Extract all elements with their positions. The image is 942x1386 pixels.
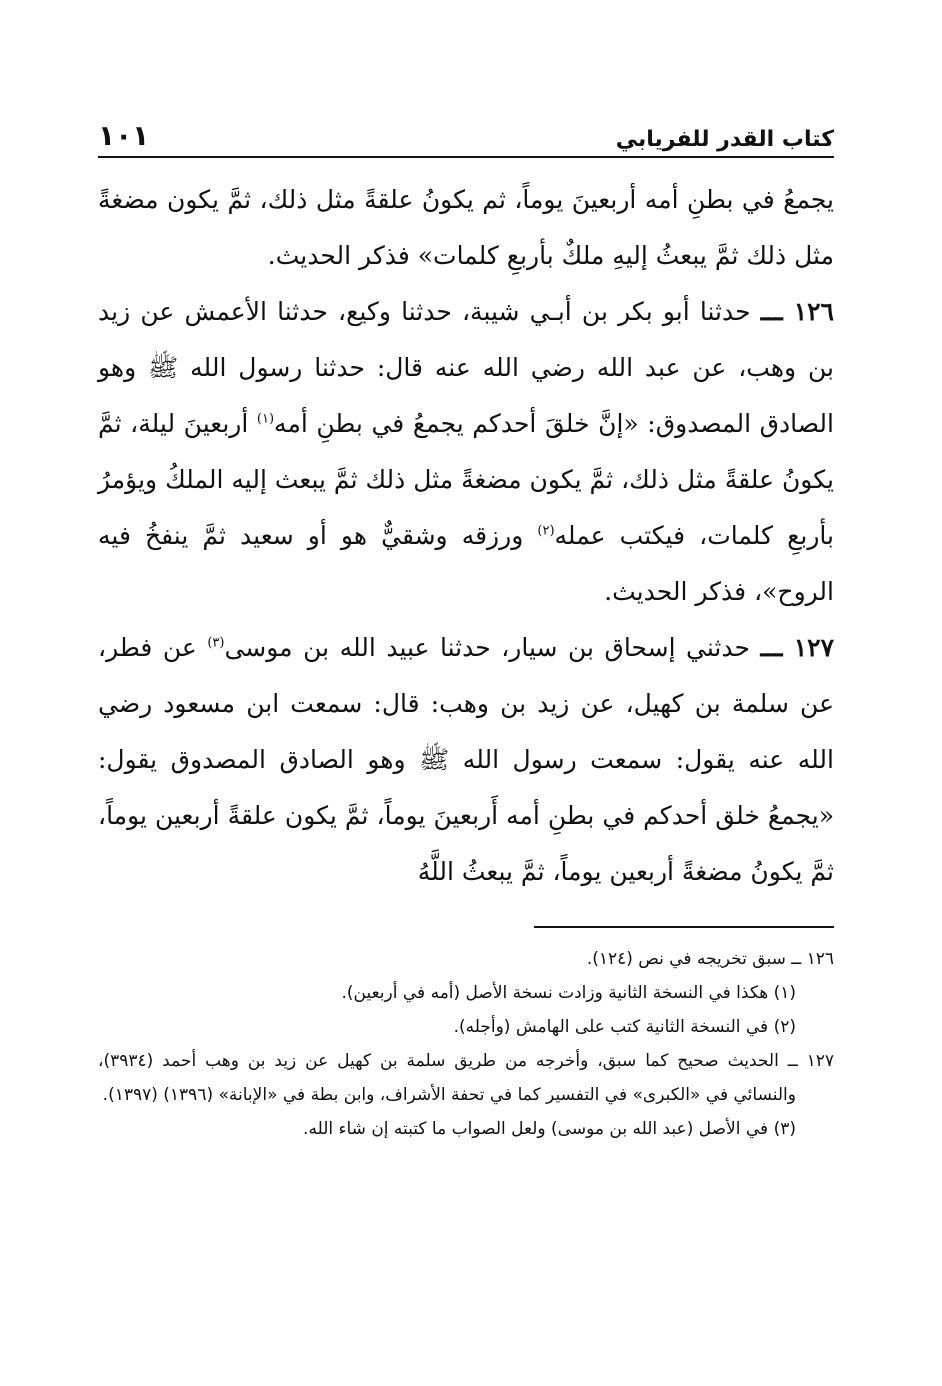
page-number: ١٠١ [98, 119, 150, 152]
footnote-marker: (٣) [207, 635, 225, 651]
hadith-number: ١٢٧ ـــ [760, 633, 835, 662]
footnote-marker: (٢) [537, 523, 555, 539]
hadith-text: حدثني إسحاق بن سيار، حدثنا عبيد الله بن موسى [224, 633, 750, 662]
footnote-3: (٣) في الأصل (عبد الله بن موسى) ولعل الصواب ما كتبته إن شاء الله. [303, 1119, 796, 1139]
footnote-1: (١) هكذا في النسخة الثانية وزادت نسخة الأصل (أمه في أربعين). [341, 983, 796, 1003]
hadith-text: أربعينَ ليلة، ثمَّ يكونُ علقةً مثل ذلك، ثمَّ يكون مضغةً مثل ذلك ثمَّ يبعث إليه الملكُ ويؤمرُ بأربعِ كلمات، فيكتب عمله [98, 409, 834, 550]
main-text [98, 172, 834, 900]
hadith-number: ١٢٦ ـــ [760, 297, 834, 326]
running-header [98, 110, 834, 158]
footnote-127: ١٢٧ ــ الحديث صحيح كما سبق، وأخرجه من طريق سلمة بن كهيل عن زيد بن وهب أحمد (٣٩٣٤)، والنسائي في «الكبرى» في التفسير كما في تحفة الأشراف، وابن بطة في «الإبانة» (١٣٩٦) (١٣٩٧). [98, 1051, 834, 1105]
hadith-text: عن فطر، عن سلمة بن كهيل، عن زيد بن وهب: قال: سمعت ابن مسعود رضي الله عنه يقول: سمعت رسول الله ﷺ وهو الصادق المصدوق يقول: «يجمعُ خلق أحدكم في بطنِ أمه أَربعينَ يوماً، ثمَّ يكون علقةً أربعين يوماً، ثمَّ يكونُ مضغةً أربعين يوماً، ثمَّ يبعثُ اللَّهُ [98, 633, 834, 886]
footnote-marker: (١) [256, 411, 275, 427]
book-page [98, 110, 834, 1146]
hadith-126 [98, 284, 834, 620]
intro-paragraph: يجمعُ في بطنِ أمه أربعينَ يوماً، ثم يكونُ علقةً مثل ذلك، ثمَّ يكون مضغةً مثل ذلك ثمَّ يبعثُ إليهِ ملكٌ بأربعِ كلمات» فذكر الحديث. [98, 185, 834, 270]
hadith-text: حدثنا أبو بكر بن أبـي شيبة، حدثنا وكيع، حدثنا الأعمش عن زيد بن وهب، عن عبد الله رضي الله عنه قال: حدثنا رسول الله ﷺ وهو الصادق المصدوق: «إنَّ خلقَ أحدكم يجمعُ في بطنِ أمه [98, 297, 834, 438]
hadith-127 [98, 620, 834, 900]
footnote-126: ١٢٦ ــ سبق تخريجه في نص (١٢٤). [586, 949, 834, 969]
hadith-text: ورزقه وشقيٌّ هو أو سعيد ثمَّ ينفخُ فيه الروح»، فذكر الحديث. [98, 521, 834, 606]
book-title: كتاب القدر للفريابي [615, 127, 834, 152]
footnote-separator [534, 926, 834, 928]
footnotes [98, 942, 834, 1146]
footnote-2: (٢) في النسخة الثانية كتب على الهامش (وأجله). [453, 1017, 796, 1037]
